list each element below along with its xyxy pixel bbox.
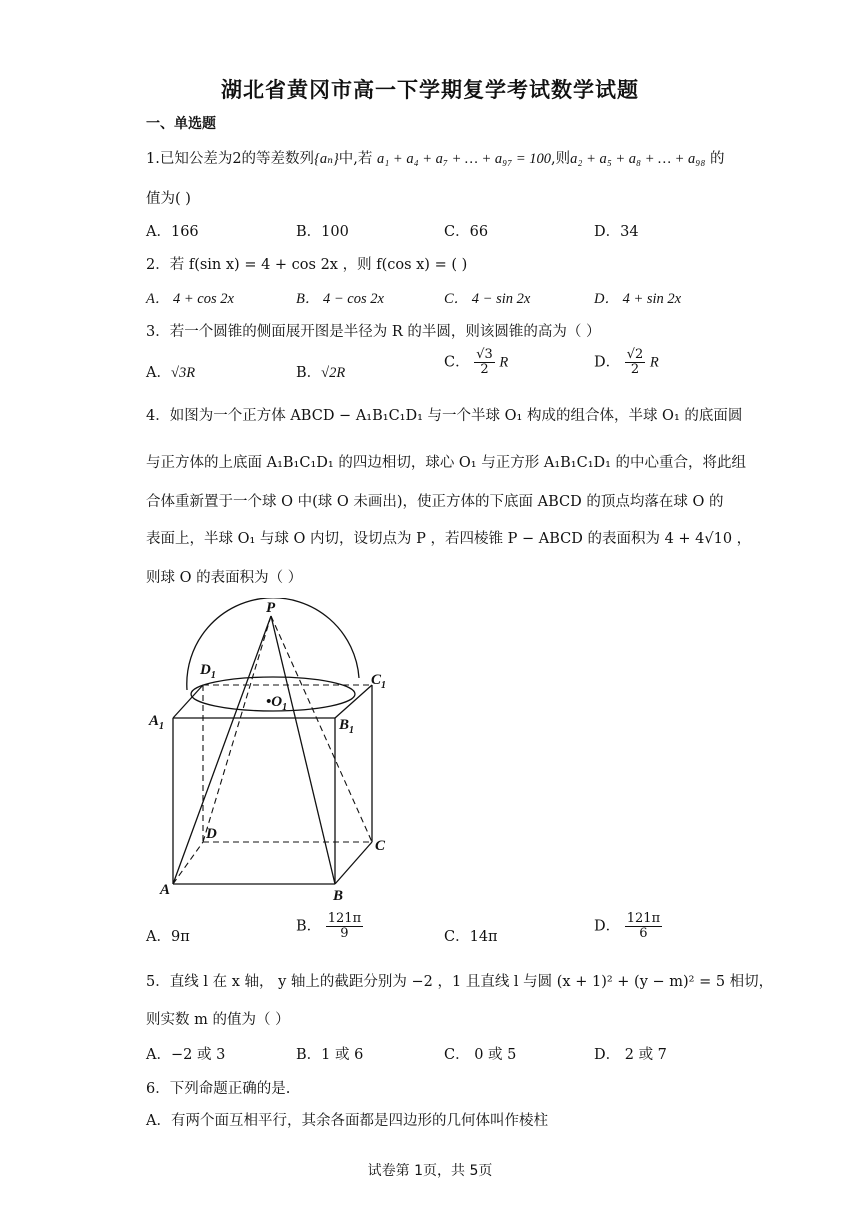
label-b1: $B_1$ bbox=[339, 717, 355, 736]
q3-option-c-label: C． bbox=[444, 354, 470, 371]
q4-option-d bbox=[594, 912, 662, 941]
page-title: 湖北省黄冈市高一下学期复学考试数学试题 bbox=[221, 78, 639, 102]
q1-condition: a₁ + a₄ + a₇ + … + a₉₇ = 100 bbox=[377, 151, 552, 167]
q3-c-tail: R bbox=[499, 354, 509, 371]
edge-p-a bbox=[173, 616, 271, 884]
q3-c-denominator: 2 bbox=[480, 362, 489, 377]
q3-option-d bbox=[594, 348, 659, 377]
q3-option-b-label: B． bbox=[296, 365, 322, 381]
geometry-figure bbox=[140, 598, 400, 908]
q4-option-b bbox=[296, 912, 363, 941]
edge-a-d-hidden bbox=[173, 842, 203, 884]
edge-b-c bbox=[335, 842, 372, 884]
question-4-line-4: 表面上，半球 O₁ 与球 O 内切，设切点为 P ，若四棱锥 P − ABCD 的表面积为 4 + 4√10 ， bbox=[146, 531, 752, 547]
label-p: P bbox=[266, 600, 276, 616]
q1-option-d: D．34 bbox=[594, 224, 639, 240]
question-4-line-2: 与正方体的上底面 A₁B₁C₁D₁ 的四边相切，球心 O₁ 与正方形 A₁B₁C₁D₁ 的中心重合，将此组 bbox=[146, 455, 747, 471]
q3-option-b-value: √2R bbox=[321, 365, 346, 381]
q3-option-c bbox=[444, 348, 508, 377]
question-2: 2．若 f(sin x) = 4 + cos 2x ，则 f(cos x) = ( ) bbox=[146, 257, 468, 273]
q4-option-b-label: B． bbox=[296, 918, 322, 935]
q4-option-a: A．9π bbox=[146, 929, 190, 945]
q5-option-a: A．−2 或 3 bbox=[146, 1047, 226, 1063]
q4-b-numerator: 121π bbox=[327, 911, 362, 926]
q3-option-d-fraction bbox=[625, 348, 646, 377]
label-a: A bbox=[160, 882, 171, 898]
q2-option-a: A． 4 + cos 2x bbox=[146, 291, 234, 307]
q3-c-numerator: √3 bbox=[476, 347, 493, 362]
q4-option-b-fraction bbox=[326, 912, 363, 941]
q4-b-denominator: 9 bbox=[340, 926, 349, 941]
q3-option-d-label: D． bbox=[594, 354, 621, 371]
page-footer: 试卷第 1页，共 5页 bbox=[367, 1163, 493, 1179]
question-4-line-1: 4．如图为一个正方体 ABCD − A₁B₁C₁D₁ 与一个半球 O₁ 构成的组合体，半球 O₁ 的底面圆 bbox=[146, 408, 743, 424]
q3-d-numerator: √2 bbox=[626, 347, 644, 362]
q3-option-c-fraction bbox=[474, 348, 495, 377]
edge-p-d-hidden bbox=[203, 616, 271, 842]
q1-sequence: {aₙ} bbox=[314, 151, 339, 167]
question-1-line-1 bbox=[146, 147, 725, 168]
q6-option-a: A．有两个面互相平行，其余各面都是四边形的几何体叫作棱柱 bbox=[146, 1113, 548, 1129]
q5-option-d: D． 2 或 7 bbox=[594, 1047, 667, 1063]
q5-option-b: B．1 或 6 bbox=[296, 1047, 364, 1063]
question-5-line-1: 5．直线 l 在 x 轴， y 轴上的截距分别为 −2 ，1 且直线 l 与圆 (x + 1)² + (y − m)² = 5 相切， bbox=[146, 974, 774, 990]
q2-option-d: D． 4 + sin 2x bbox=[594, 291, 682, 307]
q3-d-tail: R bbox=[649, 354, 659, 371]
label-d: D bbox=[206, 826, 217, 842]
q4-option-d-label: D． bbox=[594, 918, 621, 935]
q3-option-a bbox=[146, 361, 195, 382]
label-d1: $D_1$ bbox=[200, 662, 216, 681]
q3-option-a-value: √3R bbox=[170, 365, 196, 381]
label-c: C bbox=[375, 838, 386, 854]
q3-option-a-label: A． bbox=[146, 365, 171, 381]
q2-option-b: B． 4 − cos 2x bbox=[296, 291, 384, 307]
q1-target: a₂ + a₅ + a₈ + … + a₉₈ bbox=[570, 151, 706, 167]
q1-option-a: A．166 bbox=[146, 224, 199, 240]
q1-text-c: ,则 bbox=[551, 151, 571, 167]
question-3: 3．若一个圆锥的侧面展开图是半径为 R 的半圆，则该圆锥的高为（ ） bbox=[146, 324, 601, 340]
q1-text-a: 1.已知公差为2的等差数列 bbox=[146, 151, 315, 167]
q3-option-b bbox=[296, 361, 345, 382]
q1-text-d: 的 bbox=[710, 151, 725, 167]
question-5-line-2: 则实数 m 的值为（ ） bbox=[146, 1012, 290, 1028]
q4-d-numerator: 121π bbox=[626, 911, 661, 926]
question-4-line-5: 则球 O 的表面积为（ ） bbox=[146, 570, 303, 586]
q4-d-denominator: 6 bbox=[639, 926, 648, 941]
question-4-line-3: 合体重新置于一个球 O 中(球 O 未画出)，使正方体的下底面 ABCD 的顶点均落在球 O 的 bbox=[146, 494, 724, 510]
label-b: B bbox=[333, 888, 344, 904]
label-c1: $C_1$ bbox=[371, 672, 387, 691]
q4-option-d-fraction bbox=[625, 912, 662, 941]
q1-option-b: B．100 bbox=[296, 224, 349, 240]
edge-p-b bbox=[271, 616, 335, 884]
section-heading: 一、单选题 bbox=[146, 116, 216, 132]
label-o1: $•O_1$ bbox=[266, 694, 288, 713]
q2-option-c: C． 4 − sin 2x bbox=[444, 291, 531, 307]
question-6: 6．下列命题正确的是. bbox=[146, 1081, 291, 1097]
label-a1: $A_1$ bbox=[149, 713, 165, 732]
q1-text-b: 中,若 bbox=[338, 151, 373, 167]
q4-option-c: C．14π bbox=[444, 929, 498, 945]
question-1-line-2: 值为( ) bbox=[146, 191, 191, 207]
q3-d-denominator: 2 bbox=[630, 362, 640, 377]
q1-option-c: C．66 bbox=[444, 224, 489, 240]
q5-option-c: C． 0 或 5 bbox=[444, 1047, 517, 1063]
edge-p-c-hidden bbox=[271, 616, 372, 842]
